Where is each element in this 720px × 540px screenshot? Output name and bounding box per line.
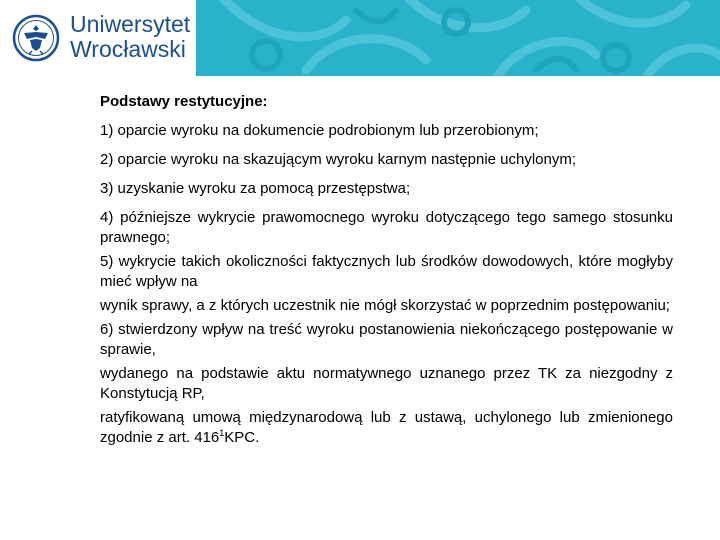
list-item: wydanego na podstawie aktu normatywnego uznanego przez TK za niezgodny z Konstytucją RP,: [100, 365, 673, 402]
slide-content: [100, 92, 673, 452]
university-name: [70, 12, 190, 62]
list-item: 5) wykrycie takich okoliczności faktycznych lub środków dowodowych, które mogłyby mieć wpływ na: [100, 253, 673, 290]
list-item: 4) późniejsze wykrycie prawomocnego wyroku dotyczącego tego samego stosunku prawnego;: [100, 209, 673, 246]
slide-title: Podstawy restytucyjne:: [100, 93, 268, 110]
university-logo: [0, 0, 196, 76]
list-item-last-tail: KPC.: [224, 429, 260, 446]
article-superscript: 1: [219, 428, 225, 438]
university-name-line2: Wrocławski: [70, 36, 186, 62]
list-item-last: [100, 408, 673, 448]
header-decorative-pattern: [196, 0, 720, 76]
list-item: 3) uzyskanie wyroku za pomocą przestępstwa;: [100, 180, 411, 197]
list-item-last-text: ratyfikowaną umową międzynarodową lub z ustawą, uchylonego lub zmienionego zgodnie z art. 416: [100, 409, 673, 446]
header-band: [0, 0, 720, 76]
list-item: 1) oparcie wyroku na dokumencie podrobionym lub przerobionym;: [100, 122, 539, 139]
list-item: 6) stwierdzony wpływ na treść wyroku postanowienia niekończącego postępowanie w sprawie,: [100, 321, 673, 358]
list-item: wynik sprawy, a z których uczestnik nie mógł skorzystać w poprzednim postępowaniu;: [100, 297, 670, 314]
university-name-line1: Uniwersytet: [70, 11, 191, 37]
university-eagle-emblem-icon: [12, 13, 60, 63]
list-item: 2) oparcie wyroku na skazującym wyroku karnym następnie uchylonym;: [100, 151, 577, 168]
